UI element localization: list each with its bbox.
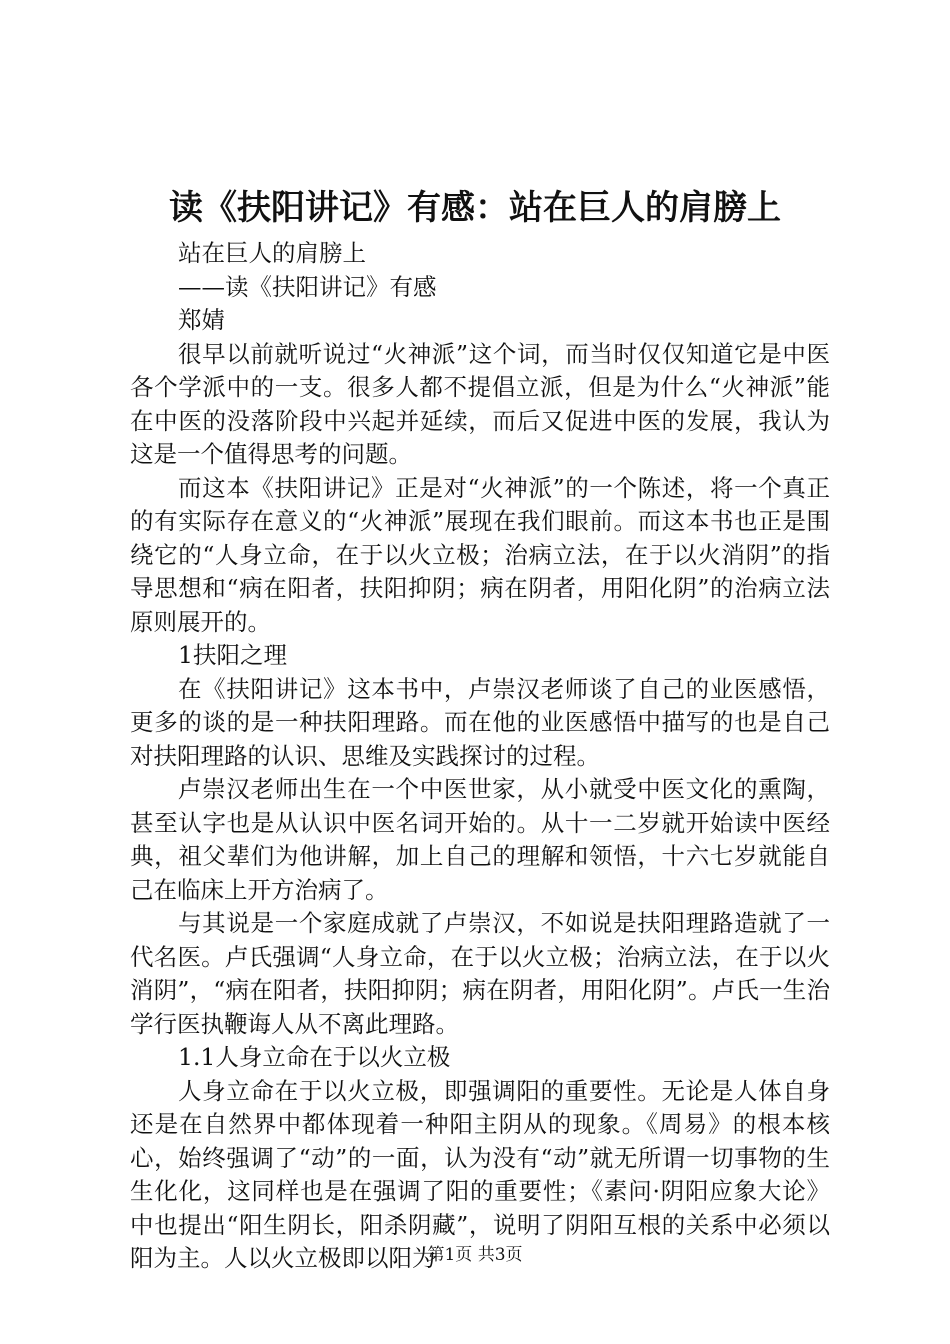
page-footer: 第1页 共3页: [427, 1245, 523, 1265]
section-heading: 1扶阳之理: [178, 641, 287, 669]
subtitle-2: ——读《扶阳讲记》有感: [178, 272, 437, 301]
subsection-heading: 1.1人身立命在于以火立极: [178, 1043, 451, 1071]
document-title: 读《扶阳讲记》有感：站在巨人的肩膀上: [169, 188, 781, 228]
paragraph: 与其说是一个家庭成就了卢崇汉，不如说是扶阳理路造就了一代名医。卢氏强调“人身立命，在于以火立极；治病立法，在于以火消阴”，“病在阳者，扶阳抑阴；病在阴者，用阳化阴”。卢氏一生治学行医执鞭诲人从不离此理路。: [130, 909, 830, 1038]
author: 郑婧: [178, 306, 225, 334]
paragraph: 而这本《扶阳讲记》正是对“火神派”的一个陈述，将一个真正的有实际存在意义的“火神派”展现在我们眼前。而这本书也正是围绕它的“人身立命，在于以火立极；治病立法，在于以火消阴”的指导思想和“病在阳者，扶阳抑阴；病在阴者，用阳化阴”的治病立法原则展开的。: [130, 473, 830, 636]
document-body: [130, 237, 830, 1276]
paragraph: 在《扶阳讲记》这本书中，卢崇汉老师谈了自己的业医感悟，更多的谈的是一种扶阳理路。而在他的业医感悟中描写的也是自己对扶阳理路的认识、思维及实践探讨的过程。: [130, 674, 830, 770]
paragraph: 很早以前就听说过“火神派”这个词，而当时仅仅知道它是中医各个学派中的一支。很多人都不提倡立派，但是为什么“火神派”能在中医的没落阶段中兴起并延续，而后又促进中医的发展，我认为这是一个值得思考的问题。: [130, 339, 830, 468]
subtitle: 站在巨人的肩膀上: [178, 239, 366, 267]
paragraph: 人身立命在于以火立极，即强调阳的重要性。无论是人体自身还是在自然界中都体现着一种阳主阴从的现象。《周易》的根本核心，始终强调了“动”的一面，认为没有“动”就无所谓一切事物的生生化化，这同样也是在强调了阳的重要性；《素问·阴阳应象大论》中也提出“阳生阴长，阳杀阴藏”，说明了阴阳互根的关系中必须以阳为主。人以火立极即以阳为: [130, 1076, 830, 1272]
paragraph: 卢崇汉老师出生在一个中医世家，从小就受中医文化的熏陶，甚至认字也是从认识中医名词开始的。从十一二岁就开始读中医经典，祖父辈们为他讲解，加上自己的理解和领悟，十六七岁就能自己在临床上开方治病了。: [130, 775, 830, 904]
